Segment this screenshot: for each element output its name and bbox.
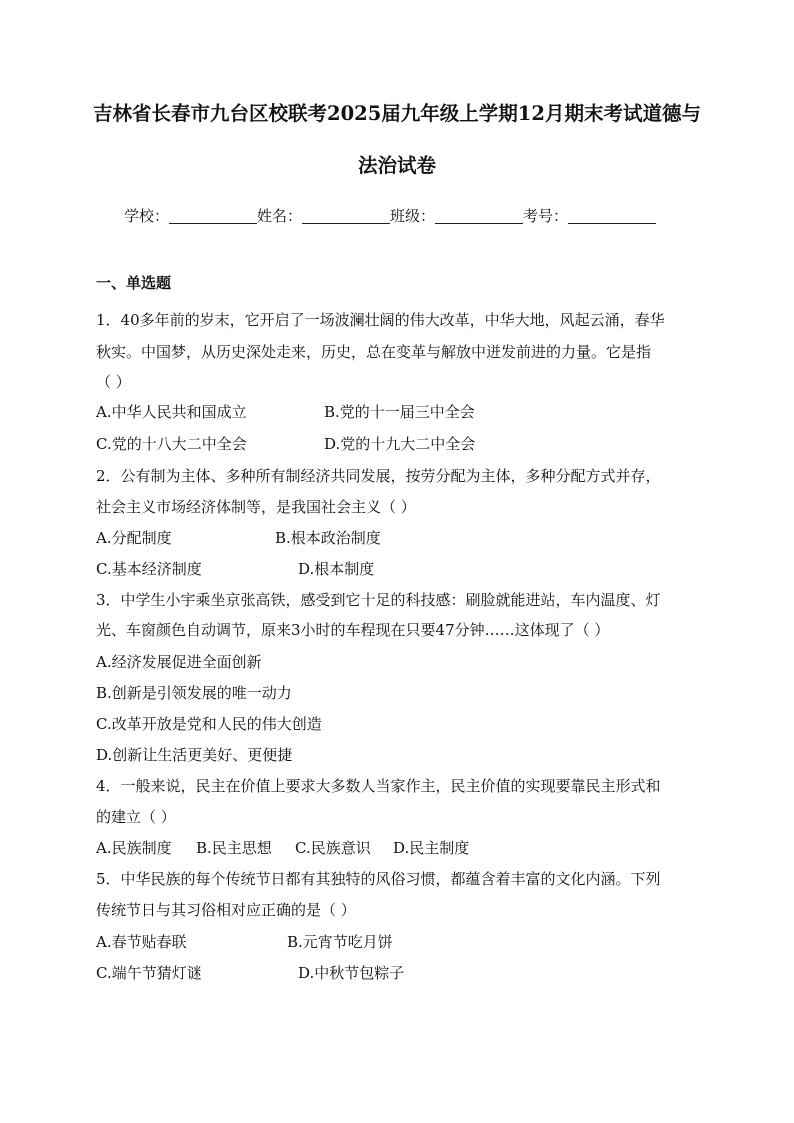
question-2-option-b[interactable]: B.根本政治制度 [275,529,381,547]
question-5-line-1: 5．中华民族的每个传统节日都有其独特的风俗习惯，都蕴含着丰富的文化内涵。下列 [96,870,661,888]
class-blank[interactable] [435,209,523,224]
question-4-option-b[interactable]: B.民主思想 [196,839,272,857]
question-2-option-a[interactable]: A.分配制度 [96,529,172,547]
name-blank[interactable] [302,209,390,224]
class-label: 班级： [390,207,436,225]
question-5-option-a[interactable]: A.春节贴春联 [96,933,187,951]
question-4-option-d[interactable]: D.民主制度 [393,839,470,857]
student-info-row [124,205,684,227]
question-2-line-2: 社会主义市场经济体制等，是我国社会主义（ ） [96,498,416,516]
question-1-option-a[interactable]: A.中华人民共和国成立 [96,403,247,421]
question-2-line-1: 2．公有制为主体、多种所有制经济共同发展，按劳分配为主体，多种分配方式并存， [96,467,661,485]
exam-number-label: 考号： [523,207,569,225]
question-3-option-a[interactable]: A.经济发展促进全面创新 [96,653,262,671]
question-3-option-c[interactable]: C.改革开放是党和人民的伟大创造 [96,715,322,733]
question-2-option-c[interactable]: C.基本经济制度 [96,560,202,578]
exam-number-blank[interactable] [568,209,656,224]
question-3-option-b[interactable]: B.创新是引领发展的唯一动力 [96,684,292,702]
page-title-line-1: 吉林省长春市九台区校联考2025届九年级上学期12月期末考试道德与 [93,102,701,125]
question-4-option-c[interactable]: C.民族意识 [295,839,371,857]
question-2-option-d[interactable]: D.根本制度 [298,560,375,578]
question-1-line-1: 1．40多年前的岁末，它开启了一场波澜壮阔的伟大改革，中华大地，风起云涌，春华 [96,311,665,329]
name-label: 姓名： [257,207,303,225]
question-4-line-2: 的建立（ ） [96,808,176,826]
school-blank[interactable] [169,209,257,224]
question-5-option-b[interactable]: B.元宵节吃月饼 [287,933,393,951]
question-1-line-3: （ ） [96,373,131,391]
question-1-line-2: 秋实。中国梦，从历史深处走来，历史，总在变革与解放中迸发前进的力量。它是指 [96,343,652,361]
question-3-option-d[interactable]: D.创新让生活更美好、更便捷 [96,746,293,764]
section-heading: 一、单选题 [96,274,172,292]
question-4-option-a[interactable]: A.民族制度 [96,839,172,857]
question-3-line-2: 光、车窗颜色自动调节，原来3小时的车程现在只要47分钟……这体现了（ ） [96,621,610,639]
question-5-option-d[interactable]: D.中秋节包粽子 [298,964,405,982]
question-1-option-d[interactable]: D.党的十九大二中全会 [324,435,476,453]
question-5-line-2: 传统节日与其习俗相对应正确的是（ ） [96,901,356,919]
question-5-option-c[interactable]: C.端午节猜灯谜 [96,964,202,982]
question-1-option-c[interactable]: C.党的十八大二中全会 [96,435,247,453]
question-3-line-1: 3．中学生小宇乘坐京张高铁，感受到它十足的科技感：刷脸就能进站，车内温度、灯 [96,591,661,609]
question-4-line-1: 4．一般来说，民主在价值上要求大多数人当家作主，民主价值的实现要靠民主形式和 [96,777,661,795]
page-title-line-2: 法治试卷 [357,154,436,177]
question-1-option-b[interactable]: B.党的十一届三中全会 [324,403,475,421]
school-label: 学校： [124,207,170,225]
